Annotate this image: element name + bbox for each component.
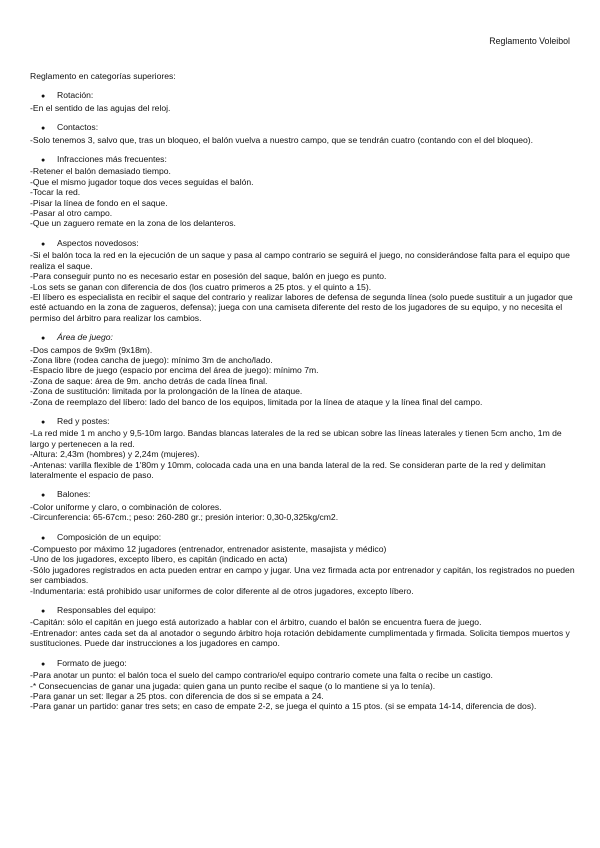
rule-line: -Espacio libre de juego (espacio por encima del área de juego): mínimo 7m.	[30, 365, 319, 376]
rule-section	[30, 238, 578, 323]
rule-section	[30, 416, 578, 480]
rule-line: -Zona libre (rodea cancha de juego): mínimo 3m de ancho/lado.	[30, 354, 273, 365]
page-header-title: Reglamento Voleibol	[489, 36, 570, 46]
section-heading	[30, 90, 578, 102]
rule-line: -Capitán: sólo el capitán en juego está autorizado a hablar con el árbitro, cuando el balón se encuentra fuera de juego.	[30, 617, 482, 628]
section-title-text: Responsables del equipo:	[57, 605, 156, 616]
section-title-text: Balones:	[57, 489, 91, 500]
rule-line: -Pisar la línea de fondo en el saque.	[30, 197, 168, 208]
rule-line: -En el sentido de las agujas del reloj.	[30, 102, 171, 113]
rule-line: -Que un zaguero remate en la zona de los delanteros.	[30, 218, 236, 229]
rule-line: -Entrenador: antes cada set da al anotador o segundo árbitro hoja rotación debidamente cumplimentada y firmada. Solicita tiempos muertos y sustituciones. Puede dar instrucciones a los jugadores en campo.	[30, 627, 570, 649]
bullet-icon: ●	[41, 240, 46, 248]
rule-line: -Antenas: varilla flexible de 1'80m y 10mm, colocada cada una en una banda lateral de la red. Se consideran parte de la red y delimitan lateralmente el espacio de paso.	[30, 459, 546, 480]
rule-line: -Compuesto por máximo 12 jugadores (entrenador, entrenador asistente, masajista y médico)	[30, 544, 387, 555]
rule-section	[30, 332, 578, 407]
section-title-text: Formato de juego:	[57, 657, 127, 668]
bullet-icon: ●	[41, 93, 46, 101]
section-title-text: Composición de un equipo:	[57, 531, 162, 542]
bullet-icon: ●	[41, 157, 46, 165]
rule-line: -Si el balón toca la red en la ejecución de un saque y pasa al campo contrario se seguirá el juego, no considerándose falta para el equipo que realiza el saque.	[30, 250, 570, 271]
rule-line: -Zona de sustitución: limitada por la prolongación de la línea de ataque.	[30, 386, 303, 397]
rule-line: -Color uniforme y claro, o combinación de colores.	[30, 501, 222, 512]
section-heading	[30, 154, 578, 166]
rule-line: -Sólo jugadores registrados en acta pueden entrar en campo y jugar. Una vez firmada acta por entrenador y capitán, los registrados no pueden ser cambiados.	[30, 564, 575, 586]
section-title-text: Aspectos novedosos:	[57, 237, 139, 248]
bullet-icon: ●	[41, 660, 46, 668]
section-title-text: Contactos:	[57, 122, 99, 133]
rule-line: -Dos campos de 9x9m (9x18m).	[30, 344, 153, 355]
rule-line: -El líbero es especialista en recibir el saque del contrario y realizar labores de defensa de segunda línea (solo puede sustituir a un jugador que esté actuando en la zona de zagueros, defensa); juega con una camiseta diferente del resto de los jugadores de su equipo, y no necesita el permiso del árbitro para realizar los cambios.	[30, 291, 573, 323]
rule-section	[30, 122, 578, 145]
sections-container	[30, 90, 578, 711]
section-heading	[30, 416, 578, 428]
section-title-text: Red y postes:	[57, 415, 110, 426]
rule-line: -Circunferencia: 65-67cm.; peso: 260-280 gr.; presión interior: 0,30-0,325kg/cm2.	[30, 512, 339, 523]
rule-line: -Tocar la red.	[30, 187, 81, 198]
section-heading	[30, 658, 578, 670]
bullet-icon: ●	[41, 125, 46, 133]
rule-line: -Altura: 2,43m (hombres) y 2,24m (mujeres).	[30, 449, 200, 460]
rule-section	[30, 154, 578, 229]
rule-line: -Indumentaria: está prohibido usar uniformes de color diferente al de otros jugadores, excepto líbero.	[30, 585, 414, 596]
rule-line: -Los sets se ganan con diferencia de dos (los cuatro primeros a 25 ptos. y el quinto a 15).	[30, 281, 372, 292]
rule-line: -Para anotar un punto: el balón toca el suelo del campo contrario/el equipo contrario comete una falta o recibe un castigo.	[30, 670, 493, 681]
rule-line: -Zona de saque: área de 9m. ancho detrás de cada línea final.	[30, 375, 268, 386]
section-heading	[30, 122, 578, 134]
rule-line: -Zona de reemplazo del líbero: lado del banco de los equipos, limitada por la línea de ataque y la línea final del campo.	[30, 396, 483, 407]
document-body	[30, 71, 578, 721]
rule-line: -Que el mismo jugador toque dos veces seguidas el balón.	[30, 176, 254, 187]
rule-line: -Pasar al otro campo.	[30, 208, 113, 219]
rule-section	[30, 489, 578, 522]
rule-line: -* Consecuencias de ganar una jugada: quien gana un punto recibe el saque (o lo mantiene si ya lo tenía).	[30, 680, 436, 691]
rule-line: -Solo tenemos 3, salvo que, tras un bloqueo, el balón vuelva a nuestro campo, que se tendrán cuatro (contando con el del bloqueo).	[30, 134, 534, 145]
rule-line: -Retener el balón demasiado tiempo.	[30, 166, 171, 177]
section-heading	[30, 532, 578, 544]
bullet-icon: ●	[41, 534, 46, 542]
bullet-icon: ●	[41, 608, 46, 616]
section-heading	[30, 605, 578, 617]
rule-section	[30, 658, 578, 712]
bullet-icon: ●	[41, 492, 46, 500]
section-heading	[30, 238, 578, 250]
rule-line: -Para ganar un partido: ganar tres sets; en caso de empate 2-2, se juega el quinto a 15 ptos. (si se empata 14-14, diferencia de dos).	[30, 701, 537, 712]
rule-section	[30, 532, 578, 596]
rule-line: -Para ganar un set: llegar a 25 ptos. con diferencia de dos si se empata a 24.	[30, 690, 324, 701]
section-heading	[30, 489, 578, 501]
section-title-text: Infracciones más frecuentes:	[57, 154, 167, 165]
rule-line: -Para conseguir punto no es necesario estar en posesión del saque, balón en juego es punto.	[30, 271, 387, 282]
section-heading	[30, 332, 578, 344]
document-intro: Reglamento en categorías superiores:	[30, 71, 176, 81]
rule-section	[30, 605, 578, 649]
bullet-icon: ●	[41, 418, 46, 426]
section-title-text: Área de juego:	[57, 332, 113, 343]
rule-section	[30, 90, 578, 113]
rule-line: -La red mide 1 m ancho y 9,5-10m largo. Bandas blancas laterales de la red se ubican sobre las líneas laterales y tienen 5cm ancho, 1m de largo y pertenecen a la red.	[30, 428, 562, 449]
rule-line: -Uno de los jugadores, excepto líbero, es capitán (indicado en acta)	[30, 554, 288, 565]
section-title-text: Rotación:	[57, 90, 94, 101]
bullet-icon: ●	[41, 335, 46, 343]
